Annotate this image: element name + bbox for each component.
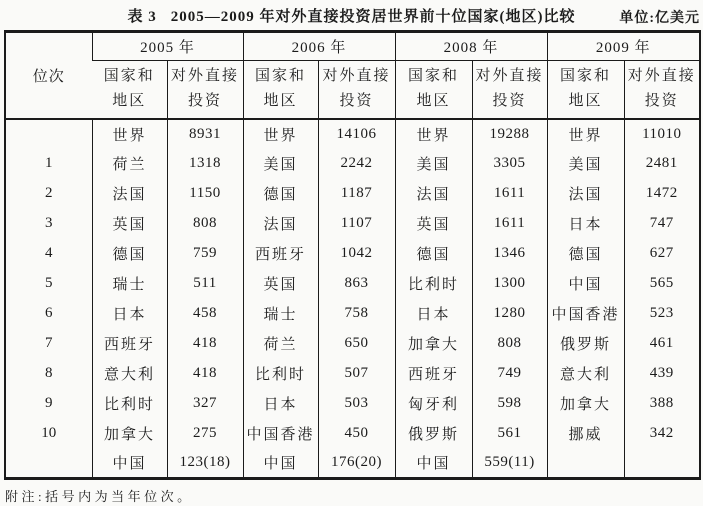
fdi-value-cell: 439 xyxy=(624,359,700,389)
country-cell: 世界 xyxy=(547,119,624,149)
fdi-value-cell: 461 xyxy=(624,329,700,359)
table-row xyxy=(5,269,700,299)
table-number: 表 3 xyxy=(127,9,157,25)
fdi-value-cell: 327 xyxy=(167,389,243,419)
rank-cell: 5 xyxy=(45,275,53,291)
fdi-value-cell: 1611 xyxy=(472,179,547,209)
table-row xyxy=(5,149,700,179)
header-line: 地区 xyxy=(112,93,147,110)
fdi-value-cell: 507 xyxy=(318,359,395,389)
country-cell: 英国 xyxy=(243,269,318,299)
fdi-value-cell: 2242 xyxy=(318,149,395,179)
fdi-value-cell: 450 xyxy=(318,419,395,449)
rank-column-header: 位次 xyxy=(5,32,92,119)
table-row xyxy=(5,389,700,419)
fdi-header xyxy=(624,61,700,119)
fdi-value-cell: 758 xyxy=(318,299,395,329)
country-cell: 意大利 xyxy=(92,359,167,389)
table-row xyxy=(5,119,700,149)
fdi-value-cell: 863 xyxy=(318,269,395,299)
table-title xyxy=(127,9,575,25)
table-row xyxy=(5,179,700,209)
fdi-value-cell: 275 xyxy=(167,419,243,449)
fdi-value-cell: 561 xyxy=(472,419,547,449)
rank-cell: 9 xyxy=(45,395,53,411)
header-line: 投资 xyxy=(339,93,374,110)
country-cell: 日本 xyxy=(547,209,624,239)
country-cell: 俄罗斯 xyxy=(547,329,624,359)
header-line: 国家和 xyxy=(255,68,307,85)
fdi-value-cell: 565 xyxy=(624,269,700,299)
header-line: 国家和 xyxy=(408,68,460,85)
header-line: 地区 xyxy=(263,93,298,110)
fdi-header xyxy=(318,61,395,119)
year-header-2009: 2009 年 xyxy=(547,32,700,61)
country-cell: 法国 xyxy=(395,179,472,209)
header-line: 投资 xyxy=(188,93,223,110)
country-cell: 英国 xyxy=(92,209,167,239)
fdi-value-cell: 458 xyxy=(167,299,243,329)
country-cell: 荷兰 xyxy=(243,329,318,359)
fdi-value-cell: 418 xyxy=(167,329,243,359)
header-line: 对外直接 xyxy=(171,68,240,85)
year-header-2005: 2005 年 xyxy=(92,32,243,61)
country-cell: 世界 xyxy=(243,119,318,149)
fdi-value-cell xyxy=(624,449,700,479)
fdi-value-cell: 3305 xyxy=(472,149,547,179)
footnote: 附注:括号内为当年位次。 xyxy=(5,489,194,504)
header-line: 对外直接 xyxy=(322,68,391,85)
fdi-value-cell: 418 xyxy=(167,359,243,389)
country-cell: 匈牙利 xyxy=(395,389,472,419)
year-header-2006: 2006 年 xyxy=(243,32,395,61)
table-row xyxy=(5,209,700,239)
country-cell: 中国香港 xyxy=(547,299,624,329)
fdi-value-cell: 1150 xyxy=(167,179,243,209)
rank-cell: 6 xyxy=(45,305,53,321)
country-cell: 德国 xyxy=(395,239,472,269)
country-cell: 美国 xyxy=(243,149,318,179)
header-line: 地区 xyxy=(568,93,603,110)
country-cell: 西班牙 xyxy=(92,329,167,359)
country-cell: 德国 xyxy=(243,179,318,209)
fdi-value-cell: 747 xyxy=(624,209,700,239)
rank-cell: 7 xyxy=(45,335,53,351)
country-header xyxy=(243,61,318,119)
country-cell: 美国 xyxy=(547,149,624,179)
fdi-value-cell: 14106 xyxy=(318,119,395,149)
rank-cell: 2 xyxy=(45,185,53,201)
country-cell: 瑞士 xyxy=(92,269,167,299)
fdi-header xyxy=(167,61,243,119)
rank-cell: 8 xyxy=(45,365,53,381)
country-cell: 世界 xyxy=(92,119,167,149)
country-cell: 英国 xyxy=(395,209,472,239)
country-cell: 荷兰 xyxy=(92,149,167,179)
header-line: 投资 xyxy=(492,93,527,110)
table-body xyxy=(5,119,700,479)
rank-cell: 1 xyxy=(45,155,53,171)
rank-cell xyxy=(5,449,92,479)
rank-cell: 3 xyxy=(45,215,53,231)
country-cell: 中国 xyxy=(243,449,318,479)
country-cell: 德国 xyxy=(547,239,624,269)
fdi-comparison-table xyxy=(4,30,701,480)
table-row xyxy=(5,299,700,329)
fdi-value-cell: 8931 xyxy=(167,119,243,149)
fdi-value-cell: 503 xyxy=(318,389,395,419)
fdi-value-cell: 808 xyxy=(472,329,547,359)
table-row xyxy=(5,239,700,269)
country-cell: 法国 xyxy=(92,179,167,209)
rank-cell: 4 xyxy=(45,245,53,261)
sub-header-row xyxy=(5,61,700,119)
rank-cell xyxy=(5,119,92,149)
country-cell: 中国香港 xyxy=(243,419,318,449)
fdi-value-cell: 19288 xyxy=(472,119,547,149)
country-cell: 加拿大 xyxy=(395,329,472,359)
header-line: 投资 xyxy=(644,93,679,110)
country-cell: 中国 xyxy=(92,449,167,479)
table-row xyxy=(5,419,700,449)
country-cell: 世界 xyxy=(395,119,472,149)
fdi-value-cell: 511 xyxy=(167,269,243,299)
fdi-value-cell: 523 xyxy=(624,299,700,329)
country-cell: 日本 xyxy=(395,299,472,329)
header-line: 地区 xyxy=(416,93,451,110)
country-cell: 比利时 xyxy=(395,269,472,299)
header-line: 对外直接 xyxy=(627,68,696,85)
year-header-2008: 2008 年 xyxy=(395,32,547,61)
country-cell: 俄罗斯 xyxy=(395,419,472,449)
fdi-value-cell: 650 xyxy=(318,329,395,359)
country-cell xyxy=(547,449,624,479)
unit-label: 单位:亿美元 xyxy=(619,11,700,26)
country-header xyxy=(547,61,624,119)
table-row xyxy=(5,329,700,359)
header-line: 对外直接 xyxy=(475,68,544,85)
country-cell: 挪威 xyxy=(547,419,624,449)
fdi-value-cell: 627 xyxy=(624,239,700,269)
fdi-value-cell: 388 xyxy=(624,389,700,419)
country-cell: 瑞士 xyxy=(243,299,318,329)
country-header xyxy=(92,61,167,119)
country-cell: 日本 xyxy=(92,299,167,329)
country-header xyxy=(395,61,472,119)
fdi-value-cell: 123(18) xyxy=(167,449,243,479)
fdi-value-cell: 749 xyxy=(472,359,547,389)
country-cell: 中国 xyxy=(547,269,624,299)
header-line: 国家和 xyxy=(103,68,155,85)
fdi-value-cell: 598 xyxy=(472,389,547,419)
year-header-row xyxy=(5,32,700,61)
fdi-value-cell: 1300 xyxy=(472,269,547,299)
fdi-header xyxy=(472,61,547,119)
fdi-value-cell: 1107 xyxy=(318,209,395,239)
table-caption xyxy=(0,5,703,27)
fdi-value-cell: 176(20) xyxy=(318,449,395,479)
table-row xyxy=(5,359,700,389)
country-cell: 法国 xyxy=(547,179,624,209)
country-cell: 加拿大 xyxy=(92,419,167,449)
fdi-value-cell: 342 xyxy=(624,419,700,449)
fdi-value-cell: 1318 xyxy=(167,149,243,179)
country-cell: 日本 xyxy=(243,389,318,419)
country-cell: 美国 xyxy=(395,149,472,179)
header-line: 国家和 xyxy=(560,68,612,85)
country-cell: 意大利 xyxy=(547,359,624,389)
fdi-value-cell: 2481 xyxy=(624,149,700,179)
country-cell: 西班牙 xyxy=(395,359,472,389)
country-cell: 比利时 xyxy=(92,389,167,419)
fdi-value-cell: 1346 xyxy=(472,239,547,269)
rank-cell: 10 xyxy=(41,425,57,441)
fdi-value-cell: 1472 xyxy=(624,179,700,209)
fdi-value-cell: 1280 xyxy=(472,299,547,329)
fdi-value-cell: 808 xyxy=(167,209,243,239)
country-cell: 德国 xyxy=(92,239,167,269)
fdi-value-cell: 1042 xyxy=(318,239,395,269)
fdi-value-cell: 759 xyxy=(167,239,243,269)
fdi-value-cell: 559(11) xyxy=(472,449,547,479)
country-cell: 法国 xyxy=(243,209,318,239)
country-cell: 加拿大 xyxy=(547,389,624,419)
country-cell: 比利时 xyxy=(243,359,318,389)
country-cell: 西班牙 xyxy=(243,239,318,269)
table-row xyxy=(5,449,700,479)
country-cell: 中国 xyxy=(395,449,472,479)
fdi-value-cell: 1611 xyxy=(472,209,547,239)
fdi-value-cell: 11010 xyxy=(624,119,700,149)
table-title-text: 2005—2009 年对外直接投资居世界前十位国家(地区)比较 xyxy=(170,9,576,25)
fdi-value-cell: 1187 xyxy=(318,179,395,209)
